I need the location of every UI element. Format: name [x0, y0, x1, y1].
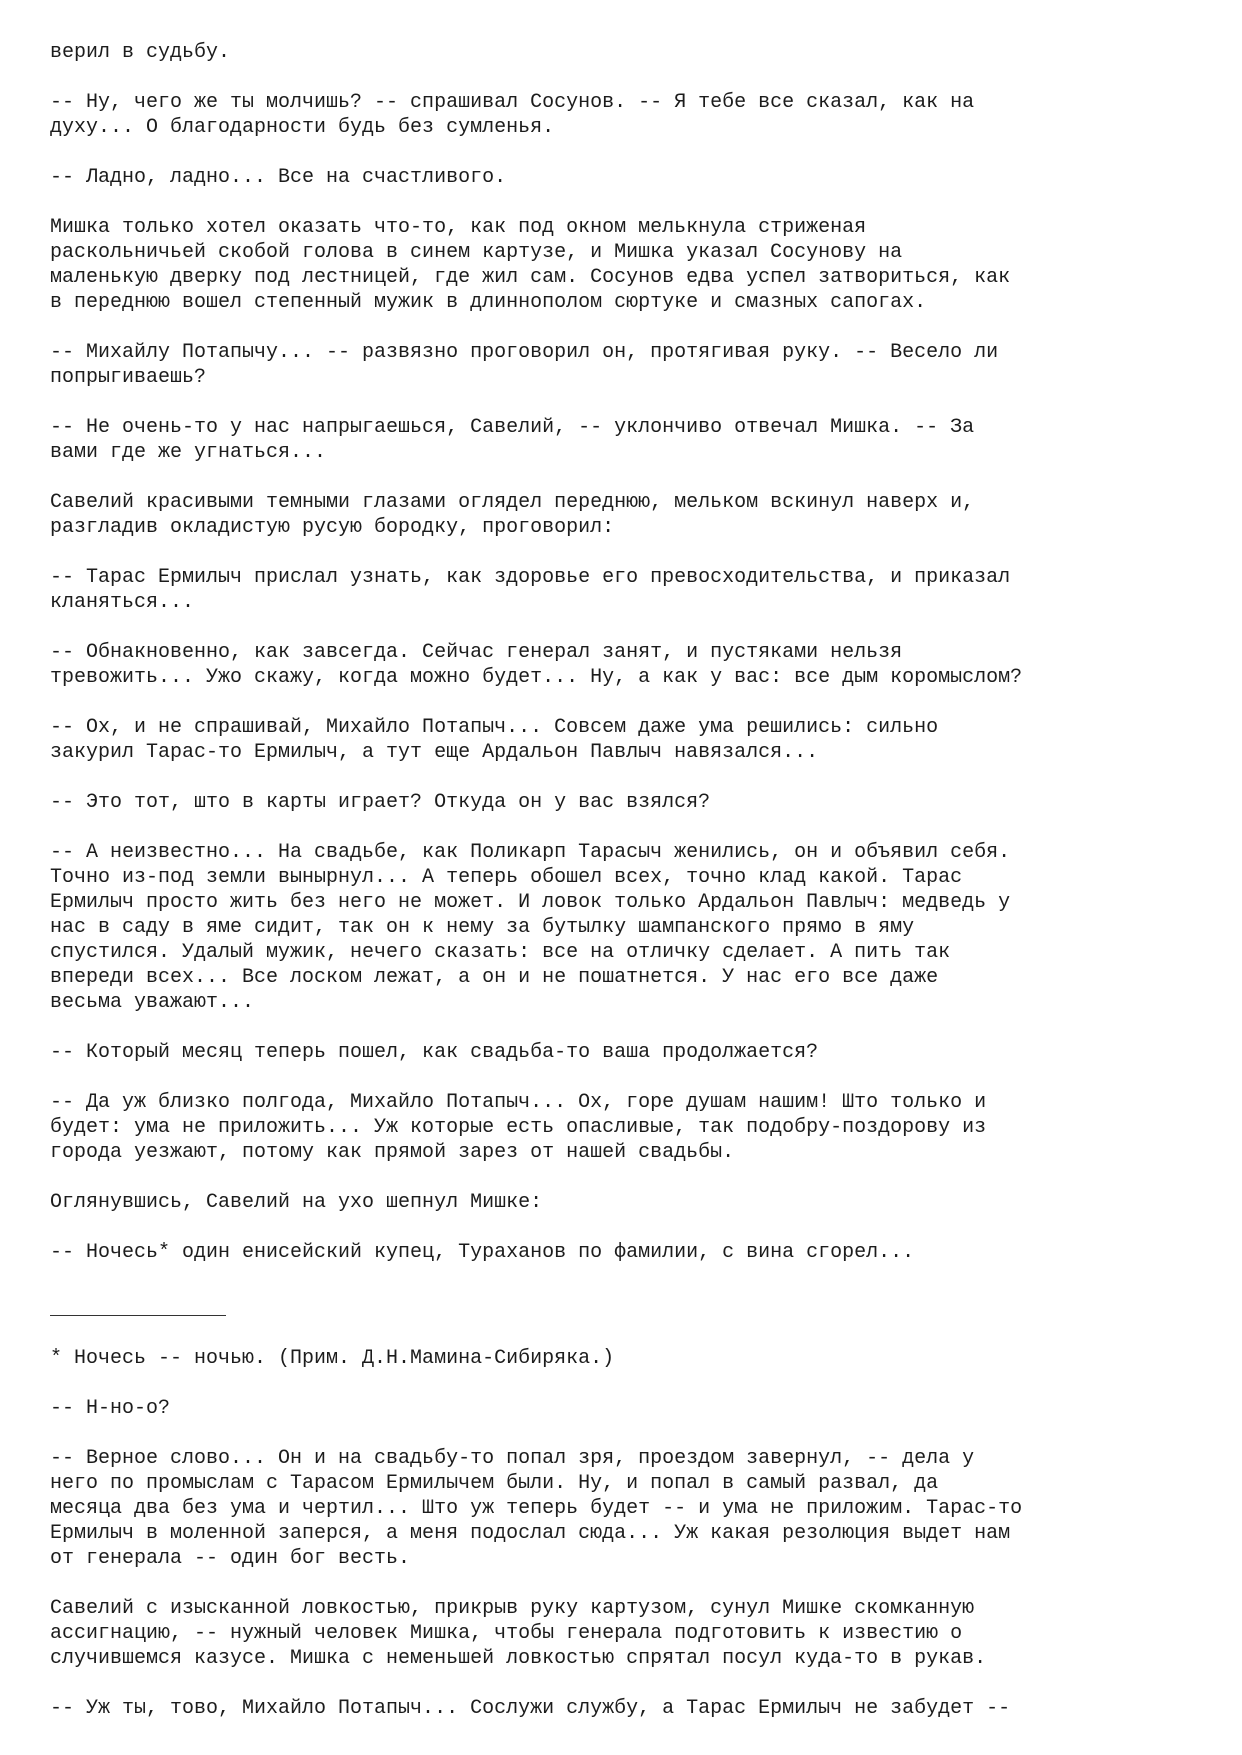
paragraph: -- Михайлу Потапычу... -- развязно проговорил он, протягивая руку. -- Весело ли попрыгиваешь? — [50, 341, 999, 389]
document-page — [50, 40, 1210, 1746]
paragraph: -- Ну, чего же ты молчишь? -- спрашивал Сосунов. -- Я тебе все сказал, как на духу... О благодарности будь без сумленья. — [50, 91, 975, 139]
paragraph: -- Это тот, што в карты играет? Откуда он у вас взялся? — [50, 791, 711, 814]
paragraph: Оглянувшись, Савелий на ухо шепнул Мишке: — [50, 1191, 543, 1214]
spacer — [50, 1290, 1210, 1315]
paragraph: -- Тарас Ермилыч прислал узнать, как здоровье его превосходительства, и приказал кланяться... — [50, 566, 1011, 614]
paragraph: -- Н-но-о? — [50, 1397, 171, 1420]
paragraph: -- А неизвестно... На свадьбе, как Поликарп Тарасыч женились, он и объявил себя. Точно из-под земли вынырнул... А теперь обошел всех, точно клад какой. Тарас Ермилыч просто жить без него не может. И ловок только Ардальон Павлыч: медведь у нас в саду в яме сидит, так он к нему за бутылку шампанского прямо в яму спустился. Удалый мужик, нечего сказать: все на отличку сделает. А пить так впереди всех... Все лоском лежат, а он и не пошатнется. У нас его все даже весьма уважают... — [50, 841, 1011, 1014]
paragraph: Мишка только хотел оказать что-то, как под окном мелькнула стриженая раскольничьей скобой голова в синем картузе, и Мишка указал Сосунову на маленькую дверку под лестницей, где жил сам. Сосунов едва успел затвориться, как в переднюю вошел степенный мужик в длиннополом сюртуке и смазных сапогах. — [50, 216, 1011, 314]
paragraph: -- Верное слово... Он и на свадьбу-то попал зря, проездом завернул, -- дела у него по промыслам с Тарасом Ермилычем были. Ну, и попал в самый развал, да месяца два без ума и чертил... Што уж теперь будет -- и ума не приложим. Тарас-то Ермилыч в моленной заперся, а меня подослал сюда... Уж какая резолюция выдет нам от генерала -- один бог весть. — [50, 1447, 1023, 1570]
paragraph: -- Да уж близко полгода, Михайло Потапыч... Ох, горе душам нашим! Што только и будет: ума не приложить... Уж которые есть опасливые, так подобру-поздорову из города уезжают, потому как прямой зарез от нашей свадьбы. — [50, 1091, 987, 1164]
paragraph: -- Обнакновенно, как завсегда. Сейчас генерал занят, и пустяками нельзя тревожить... Ужо скажу, когда можно будет... Ну, а как у вас: все дым коромыслом? — [50, 641, 1023, 689]
paragraph: Савелий с изысканной ловкостью, прикрыв руку картузом, сунул Мишке скомканную ассигнацию, -- нужный человек Мишка, чтобы генерала подготовить к известию о случившемся казусе. Мишка с неменьшей ловкостью спрятал посул куда-то в рукав. — [50, 1597, 987, 1670]
footnote: * Ночесь -- ночью. (Прим. Д.Н.Мамина-Сибиряка.) — [50, 1347, 615, 1370]
paragraph: верил в судьбу. — [50, 41, 231, 64]
paragraph: -- Который месяц теперь пошел, как свадьба-то ваша продолжается? — [50, 1041, 819, 1064]
paragraph: -- Ох, и не спрашивай, Михайло Потапыч... Совсем даже ума решились: сильно закурил Тарас-то Ермилыч, а тут еще Ардальон Павлыч навязался... — [50, 716, 939, 764]
paragraph: -- Ладно, ладно... Все на счастливого. — [50, 166, 507, 189]
paragraph: -- Не очень-то у нас напрыгаешься, Савелий, -- уклончиво отвечал Мишка. -- За вами где же угнаться... — [50, 416, 975, 464]
paragraph: -- Уж ты, тово, Михайло Потапыч... Сослужи службу, а Тарас Ермилыч не забудет -- — [50, 1697, 1011, 1720]
footnote-divider — [50, 1315, 226, 1316]
paragraph: -- Ночесь* один енисейский купец, Тураханов по фамилии, с вина сгорел... — [50, 1241, 915, 1264]
paragraph: Савелий красивыми темными глазами оглядел переднюю, мельком вскинул наверх и, разгладив окладистую русую бородку, проговорил: — [50, 491, 975, 539]
